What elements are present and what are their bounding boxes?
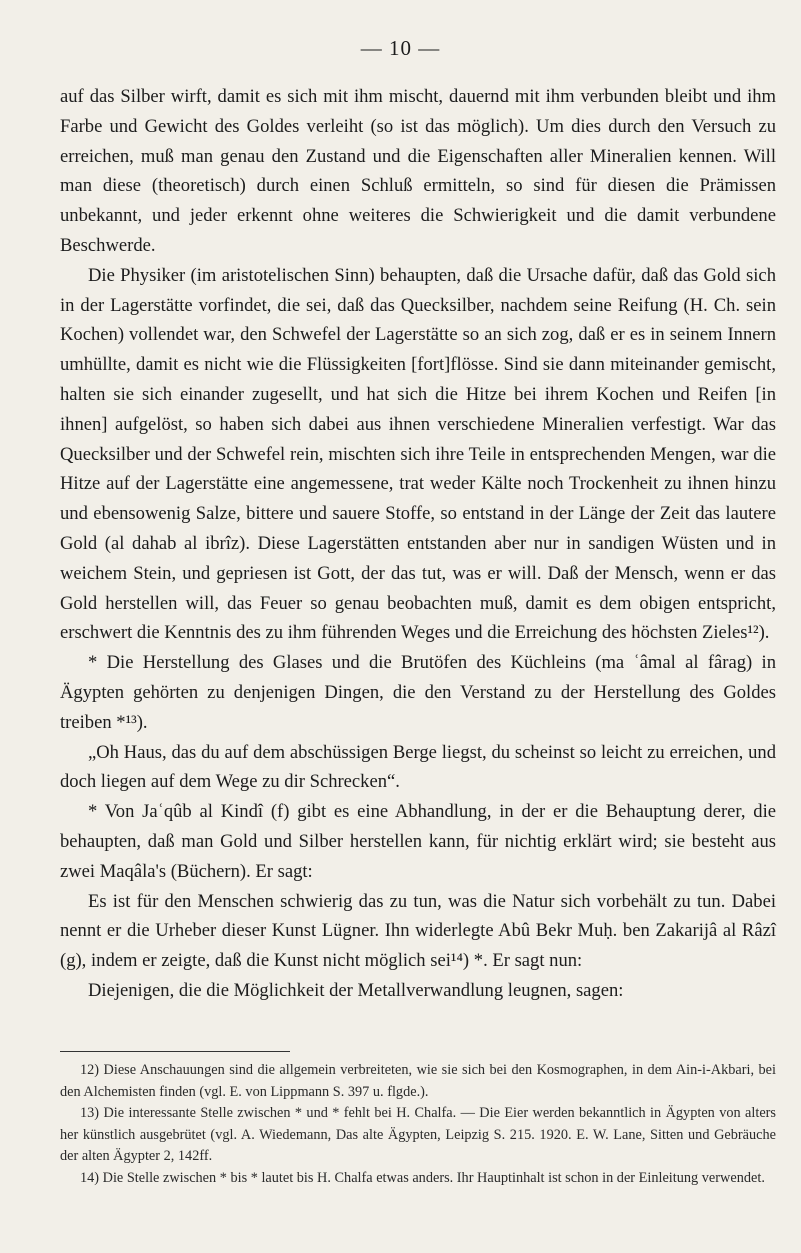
paragraph: auf das Silber wirft, damit es sich mit ihm mischt, dauernd mit ihm verbunden bleibt und ihm Farbe und Gewicht des Goldes verleiht (so ist das möglich). Um dies durch den Versuch zu erreichen, muß man genau den Zustand und die Eigenschaften aller Mineralien kennen. Will man diese (theoretisch) durch einen Schluß ermitteln, so sind für diesen die Prämissen unbekannt, und jeder erkennt ohne weiteres die Schwierigkeit und die damit verbundene Beschwerde. <box>60 86 776 256</box>
paragraph: * Von Jaʿqûb al Kindî (f) gibt es eine Abhandlung, in der er die Behauptung derer, die behaupten, daß man Gold und Silber herstellen kann, für nichtig erklärt wird; sie besteht aus zwei Maqâla's (Büchern). Er sagt: <box>60 801 776 882</box>
paragraph: * Die Herstellung des Glases und die Brutöfen des Küchleins (ma ʿâmal al fârag) in Ägypten gehörten zu denjenigen Dingen, die den Verstand zu der Herstellung des Goldes treiben *¹³). <box>60 652 776 733</box>
paragraph: Es ist für den Menschen schwierig das zu tun, was die Natur sich vorbehält zu tun. Dabei nennt er die Urheber dieser Kunst Lügner. Ihn widerlegte Abû Bekr Muḥ. ben Zakarijâ al Râzî (g), indem er zeigte, daß die Kunst nicht möglich sei¹⁴) *. Er sagt nun: <box>60 890 776 972</box>
main-text <box>60 82 776 1006</box>
quotation: „Oh Haus, das du auf dem abschüssigen Berge liegst, du scheinst so leicht zu erreichen, und doch liegen auf dem Wege zu dir Schrecken“. <box>60 741 776 793</box>
footnote: 13) Die interessante Stelle zwischen * und * fehlt bei H. Chalfa. — Die Eier werden bekanntlich in Ägypten von alters her künstlich ausgebrütet (vgl. A. Wiedemann, Das alte Ägypten, Leipzig S. 215. 1920. E. W. Lane, Sitten und Gebräuche der alten Ägypter 2, 142ff. <box>60 1105 776 1165</box>
footnote-divider <box>60 1051 290 1052</box>
footnote: 12) Diese Anschauungen sind die allgemein verbreiteten, wie sie sich bei den Kosmographen, in dem Ain-i-Akbari, bei den Alchemisten finden (vgl. E. von Lippmann S. 397 u. flgde.). <box>60 1062 776 1100</box>
paragraph: Die Physiker (im aristotelischen Sinn) behaupten, daß die Ursache dafür, daß das Gold sich in der Lagerstätte vorfindet, die sei, daß das Quecksilber, nachdem seine Reifung (H. Ch. sein Kochen) vollendet war, den Schwefel der Lagerstätte so an sich zog, daß er es in seinem Innern umhüllte, damit es nicht wie die Flüssigkeiten [fort]flösse. Sind sie dann miteinander gemischt, halten sie sich einander zugesellt, und hat sich die Hitze bei ihrem Kochen und Reifen [in ihnen] aufgelöst, so haben sich dabei aus ihnen verschiedene Mineralien verfestigt. War das Quecksilber und der Schwefel rein, mischten sich ihre Teile in entsprechenden Mengen, war die Hitze auf der Lagerstätte eine angemessene, trat weder Kälte noch Trockenheit zu ihnen hinzu und ebensowenig Salze, bittere und sauere Stoffe, so entstand in der Länge der Zeit das lautere Gold (al dahab al ibrîz). Diese Lagerstätten entstanden aber nur in sandigen Wüsten und in weichem Stein, und gepriesen ist Gott, der das tut, was er will. Daß der Mensch, wenn er das Gold herstellen will, das Feuer so genau beobachten muß, damit es dem obigen entspricht, erschwert die Kenntnis des zu ihm führenden Weges und die Erreichung des höchsten Zieles¹²). <box>60 264 776 644</box>
footnotes <box>60 1060 776 1190</box>
paragraph: Diejenigen, die die Möglichkeit der Metallverwandlung leugnen, sagen: <box>88 979 624 1001</box>
page-number: — 10 — <box>360 36 441 60</box>
footnote: 14) Die Stelle zwischen * bis * lautet bis H. Chalfa etwas anders. Ihr Hauptinhalt ist schon in der Einleitung verwendet. <box>80 1169 765 1186</box>
